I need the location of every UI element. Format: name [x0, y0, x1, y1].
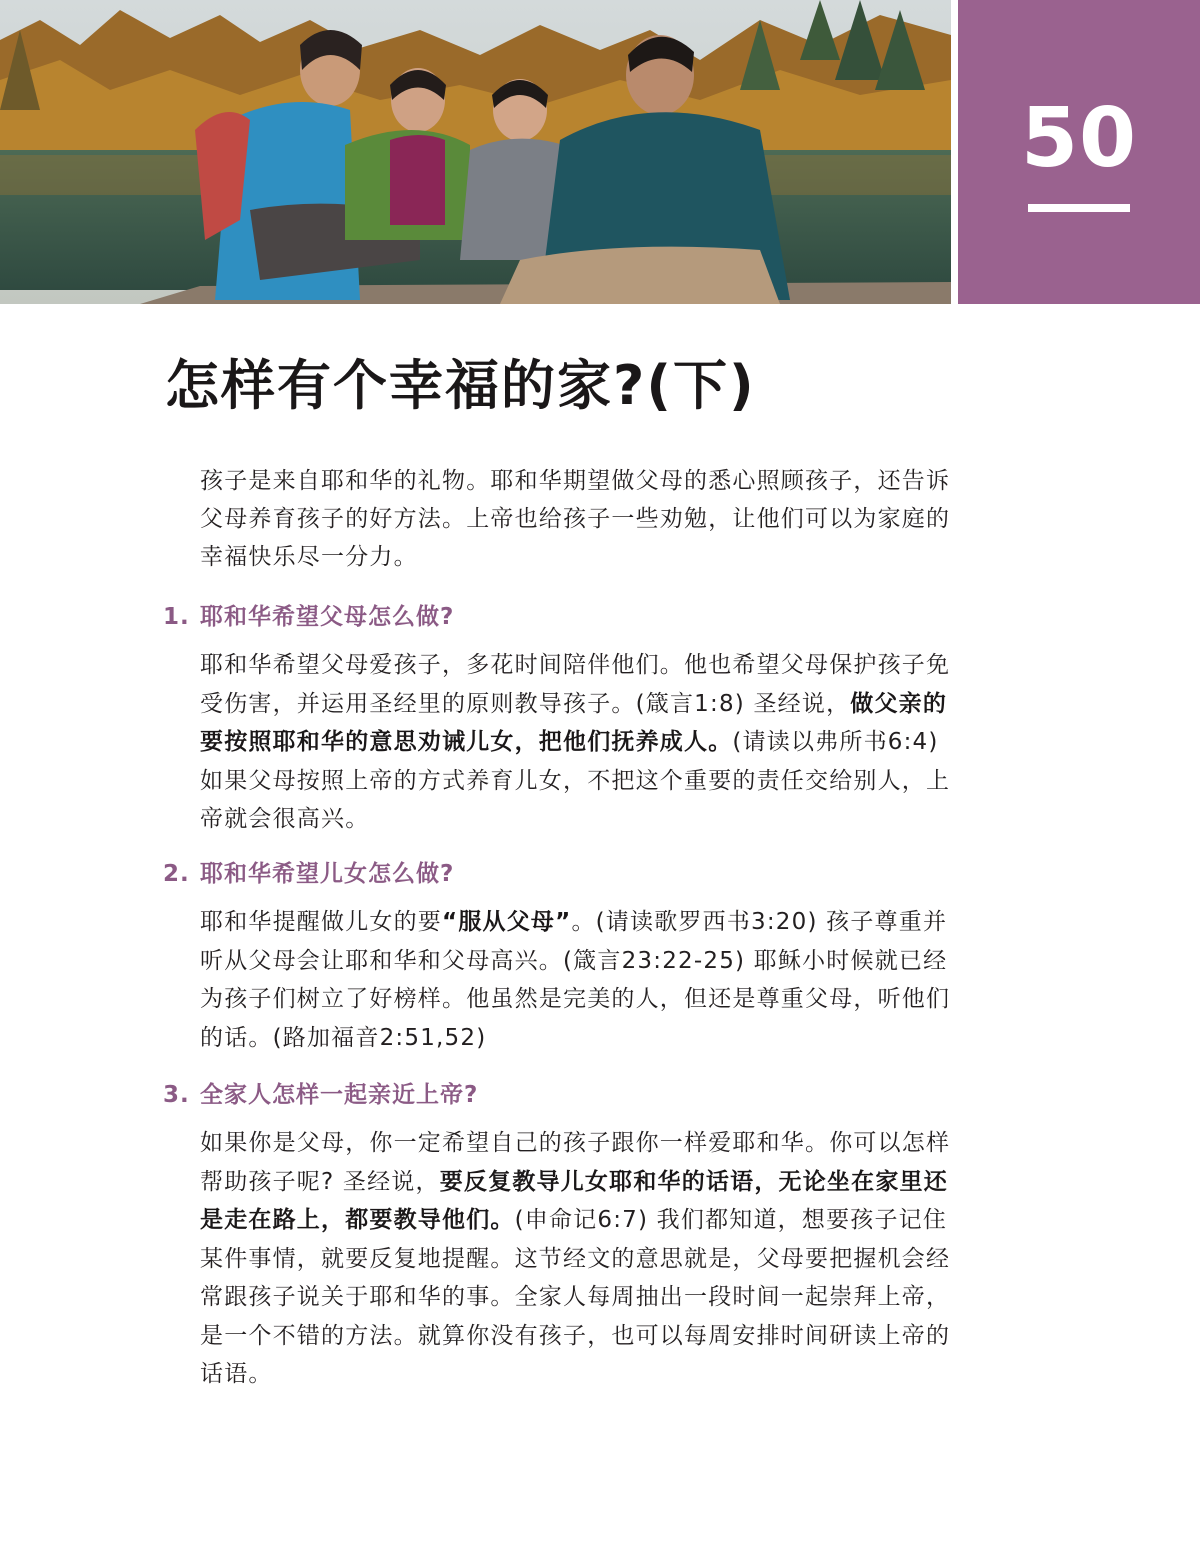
section-body — [200, 903, 953, 1057]
section-heading — [163, 1078, 953, 1112]
section-heading — [163, 857, 953, 891]
body-text: 耶和华希望父母爱孩子，多花时间陪伴他们。他也希望父母保护孩子免受伤害，并运用圣经里的原则教导孩子。(箴言1:8) 圣经说， — [200, 652, 951, 717]
body-bold-quote: “服从父母” — [442, 909, 572, 935]
section-3 — [163, 1078, 953, 1394]
body-text: (申命记6:7) 我们都知道，想要孩子记住某件事情，就要反复地提醒。这节经文的意思就是，父母要把握机会经常跟孩子说关于耶和华的事。全家人每周抽出一段时间一起崇拜上帝，是一个不错的方法。就算你没有孩子，也可以每周安排时间研读上帝的话语。 — [200, 1207, 951, 1387]
section-heading — [163, 600, 953, 634]
chapter-tab — [958, 0, 1200, 304]
section-number: 3. — [163, 1082, 190, 1108]
section-body — [200, 1124, 953, 1394]
body-text: 耶和华提醒做儿女的要 — [200, 909, 442, 935]
body-text: 如果你是父母，你一定希望自己的孩子跟你一样爱耶和华。你可以怎样帮助孩子呢? 圣经说， — [200, 1130, 951, 1195]
section-1 — [163, 600, 953, 839]
body-bold-quote: 做父亲的要按照耶和华的意思劝诫儿女，把他们抚养成人。 — [200, 690, 948, 755]
page-title: 怎样有个幸福的家?(下) — [165, 354, 756, 417]
section-2 — [163, 857, 953, 1057]
section-number: 2. — [163, 861, 190, 887]
section-heading-text: 耶和华希望儿女怎么做? — [200, 861, 455, 887]
header-family-photo — [0, 0, 951, 304]
section-heading-text: 耶和华希望父母怎么做? — [200, 604, 455, 630]
section-number: 1. — [163, 604, 190, 630]
section-body — [200, 646, 953, 839]
intro-paragraph: 孩子是来自耶和华的礼物。耶和华期望做父母的悉心照顾孩子，还告诉父母养育孩子的好方法。上帝也给孩子一些劝勉，让他们可以为家庭的幸福快乐尽一分力。 — [200, 468, 951, 570]
family-by-lake-illustration — [0, 0, 951, 304]
chapter-number: 50 — [1020, 91, 1138, 186]
body-bold-quote: 要反复教导儿女耶和华的话语，无论坐在家里还是走在路上，都要教导他们。 — [200, 1168, 948, 1233]
section-heading-text: 全家人怎样一起亲近上帝? — [200, 1082, 479, 1108]
chapter-underline — [1028, 204, 1130, 212]
body-text: 。(请读歌罗西书3:20) 孩子尊重并听从父母会让耶和华和父母高兴。(箴言23:22-25) 耶稣小时候就已经为孩子们树立了好榜样。他虽然是完美的人，但还是尊重父母，听他们的话。(路加福音2:51,52) — [200, 909, 951, 1051]
body-text: (请读以弗所书6:4) 如果父母按照上帝的方式养育儿女，不把这个重要的责任交给别人，上帝就会很高兴。 — [200, 729, 951, 832]
